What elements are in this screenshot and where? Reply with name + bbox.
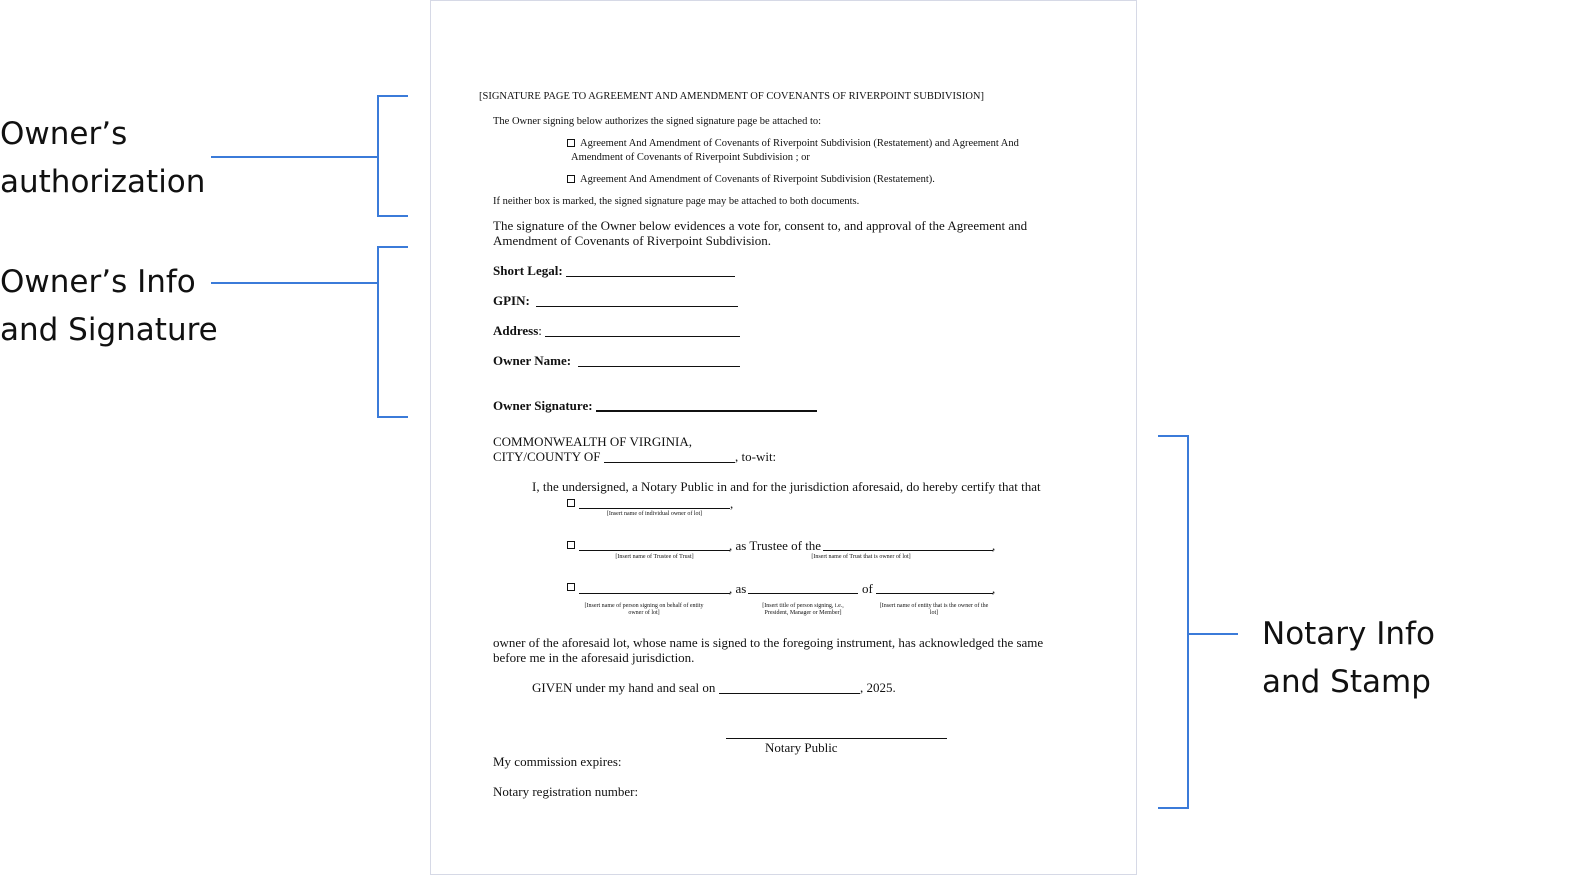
owner-authorization-bracket-bottom [377, 215, 408, 217]
individual-checkbox[interactable] [567, 499, 575, 507]
registration-number: Notary registration number: [493, 784, 639, 799]
owner-authorization-bracket [377, 95, 379, 217]
option1-text-line1: Agreement And Amendment of Covenants of Riverpoint Subdivision (Restatement) and Agreement And [580, 138, 1019, 149]
owner-info-bracket-bottom [377, 416, 408, 418]
notary-signature-field[interactable] [726, 738, 947, 739]
option2-text: Agreement And Amendment of Covenants of Riverpoint Subdivision (Restatement). [580, 174, 935, 185]
owner-authorization-connector [211, 156, 378, 158]
commonwealth-line: COMMONWEALTH OF VIRGINIA, [493, 434, 692, 449]
notary-label-line2: and Stamp [1262, 664, 1431, 700]
entity-checkbox[interactable] [567, 583, 575, 591]
notary-bracket-bottom [1158, 807, 1189, 809]
notary-bracket [1187, 435, 1189, 809]
person-hint: [Insert name of person signing on behalf of entity owner of lot] [584, 603, 704, 616]
vote-text-line1: The signature of the Owner below evidences a vote for, consent to, and approval of the Agreement and [493, 218, 1028, 233]
person-title-field[interactable] [748, 593, 858, 594]
owner-info-bracket [377, 246, 379, 418]
short-legal-label-text: Short Legal: [493, 263, 563, 278]
notary-public-caption: Notary Public [765, 740, 838, 755]
address-label [493, 323, 542, 339]
owner-authorization-bracket-top [377, 95, 408, 97]
neither-note: If neither box is marked, the signed signature page may be attached to both documents. [493, 196, 860, 207]
address-label-text: Address [493, 323, 539, 338]
option2-checkbox[interactable] [567, 175, 575, 183]
owner-info-connector [211, 282, 378, 284]
short-legal-field[interactable] [566, 276, 735, 277]
notary-label-line1: Notary Info [1262, 616, 1435, 652]
trust-comma: , [992, 538, 996, 553]
individual-hint: [Insert name of individual owner of lot] [606, 511, 703, 517]
vote-text-line2: Amendment of Covenants of Riverpoint Subdivision. [493, 233, 772, 248]
gpin-label [493, 293, 530, 309]
owner-authorization-label-line2: authorization [0, 164, 206, 200]
auth-intro: The Owner signing below authorizes the signed signature page be attached to: [493, 116, 822, 127]
owner-signature-label-text: Owner Signature: [493, 398, 593, 413]
trustee-hint: [Insert name of Trustee of Trust] [615, 554, 694, 560]
address-colon: : [538, 323, 542, 338]
owner-signature-label [493, 398, 593, 414]
entity-name-field[interactable] [876, 593, 993, 594]
owner-name-label-text: Owner Name: [493, 353, 572, 368]
given-date-field[interactable] [719, 693, 860, 694]
individual-comma: , [730, 496, 734, 511]
person-name-field[interactable] [579, 593, 730, 594]
signature-page [430, 0, 1137, 875]
of-text: of [862, 581, 873, 596]
option1-checkbox[interactable] [567, 139, 575, 147]
owner-authorization-label [0, 110, 205, 206]
address-field[interactable] [545, 336, 740, 337]
ack-text-line2: before me in the aforesaid jurisdiction. [493, 650, 695, 665]
short-legal-label [493, 263, 563, 279]
commission-expires: My commission expires: [493, 754, 622, 769]
title-hint: [Insert title of person signing, i.e., President, Manager or Member] [762, 603, 844, 616]
city-county-field[interactable] [604, 462, 735, 463]
ack-text-line1: owner of the aforesaid lot, whose name is signed to the foregoing instrument, has acknowledged the same [493, 635, 1044, 650]
owner-authorization-label-line1: Owner’s [0, 116, 128, 152]
gpin-label-text: GPIN: [493, 293, 530, 308]
notary-label [1262, 610, 1435, 706]
given-text: GIVEN under my hand and seal on [532, 680, 716, 695]
page-header: [SIGNATURE PAGE TO AGREEMENT AND AMENDMENT OF COVENANTS OF RIVERPOINT SUBDIVISION] [479, 91, 985, 102]
owner-signature-field[interactable] [596, 410, 817, 412]
trust-hint: [Insert name of Trust that is owner of lot] [811, 554, 911, 560]
owner-info-label [0, 258, 218, 354]
entity-hint: [Insert name of entity that is the owner of the lot] [879, 603, 989, 616]
notary-connector [1187, 633, 1238, 635]
owner-info-label-line1: Owner’s Info [0, 264, 196, 300]
trustee-name-field[interactable] [579, 550, 730, 551]
city-county-label: CITY/COUNTY OF [493, 449, 601, 464]
to-wit: , to-wit: [735, 449, 777, 464]
trust-name-field[interactable] [823, 550, 993, 551]
individual-name-field[interactable] [579, 508, 730, 509]
owner-info-label-line2: and Signature [0, 312, 218, 348]
owner-info-bracket-top [377, 246, 408, 248]
option1-text-line2: Amendment of Covenants of Riverpoint Subdivision ; or [571, 152, 810, 163]
owner-name-field[interactable] [578, 366, 740, 367]
trustee-checkbox[interactable] [567, 541, 575, 549]
certify-text: I, the undersigned, a Notary Public in and for the jurisdiction aforesaid, do hereby certify that that [532, 479, 1041, 494]
as-trustee-text: , as Trustee of the [729, 538, 822, 553]
notary-bracket-top [1158, 435, 1189, 437]
gpin-field[interactable] [536, 306, 738, 307]
given-year: , 2025. [860, 680, 896, 695]
entity-comma: , [992, 581, 996, 596]
owner-name-label [493, 353, 571, 369]
as-text: , as [729, 581, 747, 596]
